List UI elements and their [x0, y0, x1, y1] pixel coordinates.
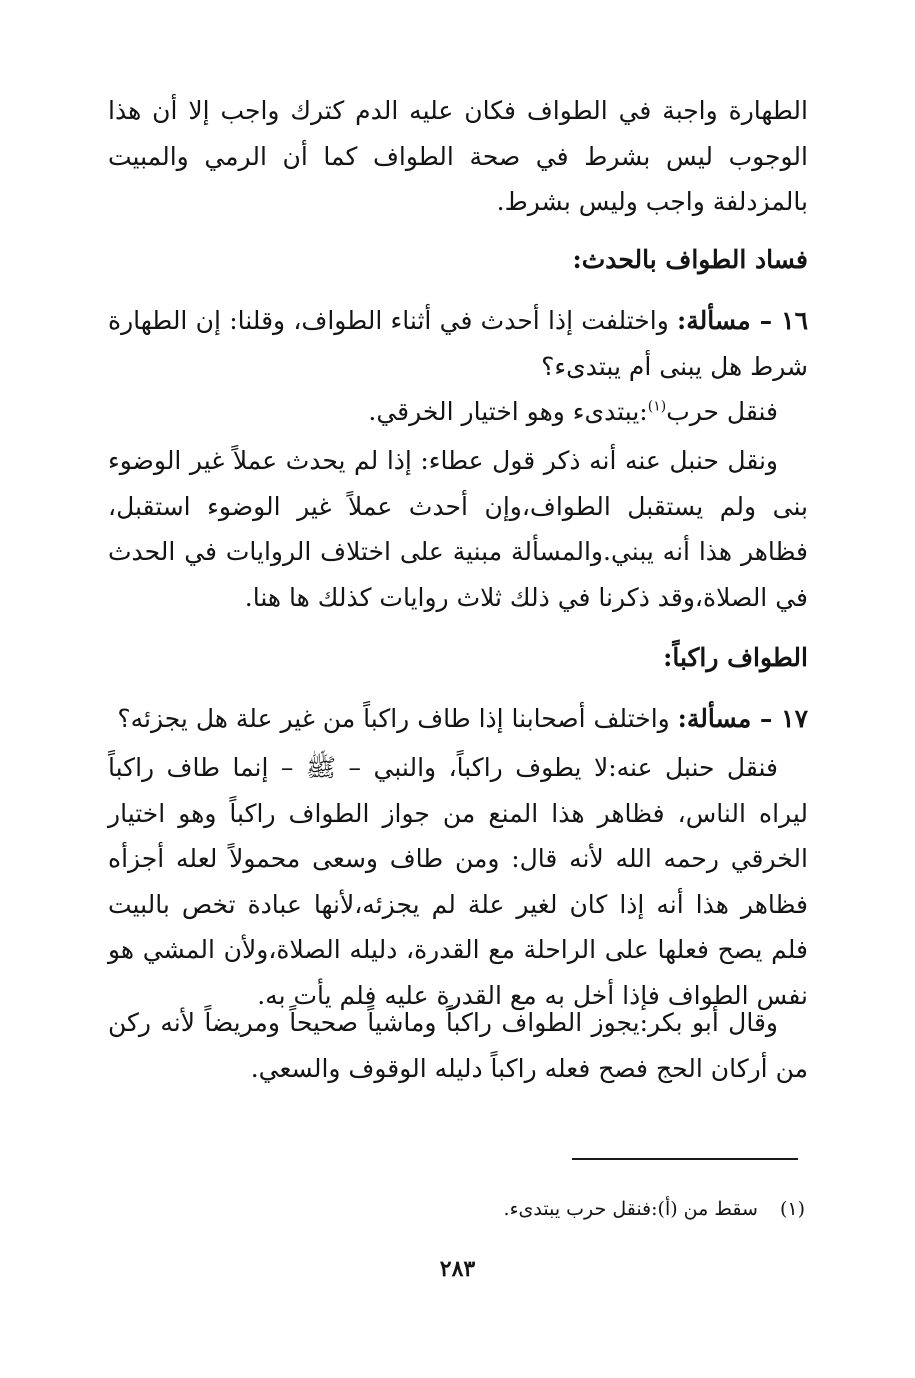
- harb-quote: [108, 389, 808, 435]
- footnote-ref: (١): [647, 398, 667, 415]
- issue-16-paragraph: [108, 298, 808, 389]
- page-number: ٢٨٣: [439, 1256, 476, 1282]
- hanbal-paragraph: ونقل حنبل عنه أنه ذكر قول عطاء: إذا لم يحدث عملاً غير الوضوء بنى ولم يستقبل الطواف،وإن أحدث عملاً غير الوضوء استقبل، فظاهر هذا أنه يبني.والمسألة مبنية على اختلاف الروايات في الحدث في الصلاة،وقد ذكرنا في ذلك ثلاث روايات كذلك ها هنا.: [108, 446, 808, 612]
- issue-17-text: واختلف أصحابنا إذا طاف راكباً من غير علة هل يجزئه؟: [117, 704, 670, 733]
- issue-17-paragraph: [108, 696, 808, 742]
- issue-17-number: ١٧ – مسألة:: [677, 704, 808, 733]
- section-heading-riding: الطواف راكباً:: [663, 643, 808, 672]
- issue-16-number: ١٦ – مسألة:: [677, 306, 808, 335]
- harb-quote-prefix: فنقل حرب: [666, 397, 778, 426]
- abu-bakr-paragraph: وقال أبو بكر:يجوز الطواف راكباً وماشياً صحيحاً ومريضاً لأنه ركن من أركان الحج فصح فعله راكباً دليله الوقوف والسعي.: [108, 1008, 808, 1083]
- intro-paragraph: الطهارة واجبة في الطواف فكان عليه الدم كترك واجب إلا أن هذا الوجوب ليس بشرط في صحة الطواف كما أن الرمي والمبيت بالمزدلفة واجب وليس بشرط.: [108, 96, 808, 216]
- issue-16-text: واختلفت إذا أحدث في أثناء الطواف، وقلنا: إن الطهارة شرط هل يبنى أم يبتدىء؟: [108, 306, 808, 381]
- hanbal-riding-paragraph: فنقل حنبل عنه:لا يطوف راكباً، والنبي – ﷺ – إنما طاف راكباً ليراه الناس، فظاهر هذا المنع من جواز الطواف راكباً وهو اختيار الخرقي رحمه الله لأنه قال: ومن طاف وسعى محمولاً لعله أجزأه فظاهر هذا أنه إذا كان لغير علة لم يجزئه،لأنها عبادة تخص بالبيت فلم يصح فعلها على الراحلة مع القدرة، دليله الصلاة،ولأن المشي هو نفس الطواف فإذا أخل به مع القدرة عليه فلم يأت به.: [108, 753, 808, 1010]
- footnote: [205, 1195, 805, 1223]
- footnote-marker: (١): [779, 1198, 805, 1220]
- footnote-text: سقط من (أ):فنقل حرب يبتدىء.: [503, 1198, 758, 1220]
- harb-quote-suffix: :يبتدىء وهو اختيار الخرقي.: [368, 397, 648, 426]
- section-heading-hadath: فساد الطواف بالحدث:: [572, 245, 808, 274]
- footnote-separator: [572, 1158, 798, 1160]
